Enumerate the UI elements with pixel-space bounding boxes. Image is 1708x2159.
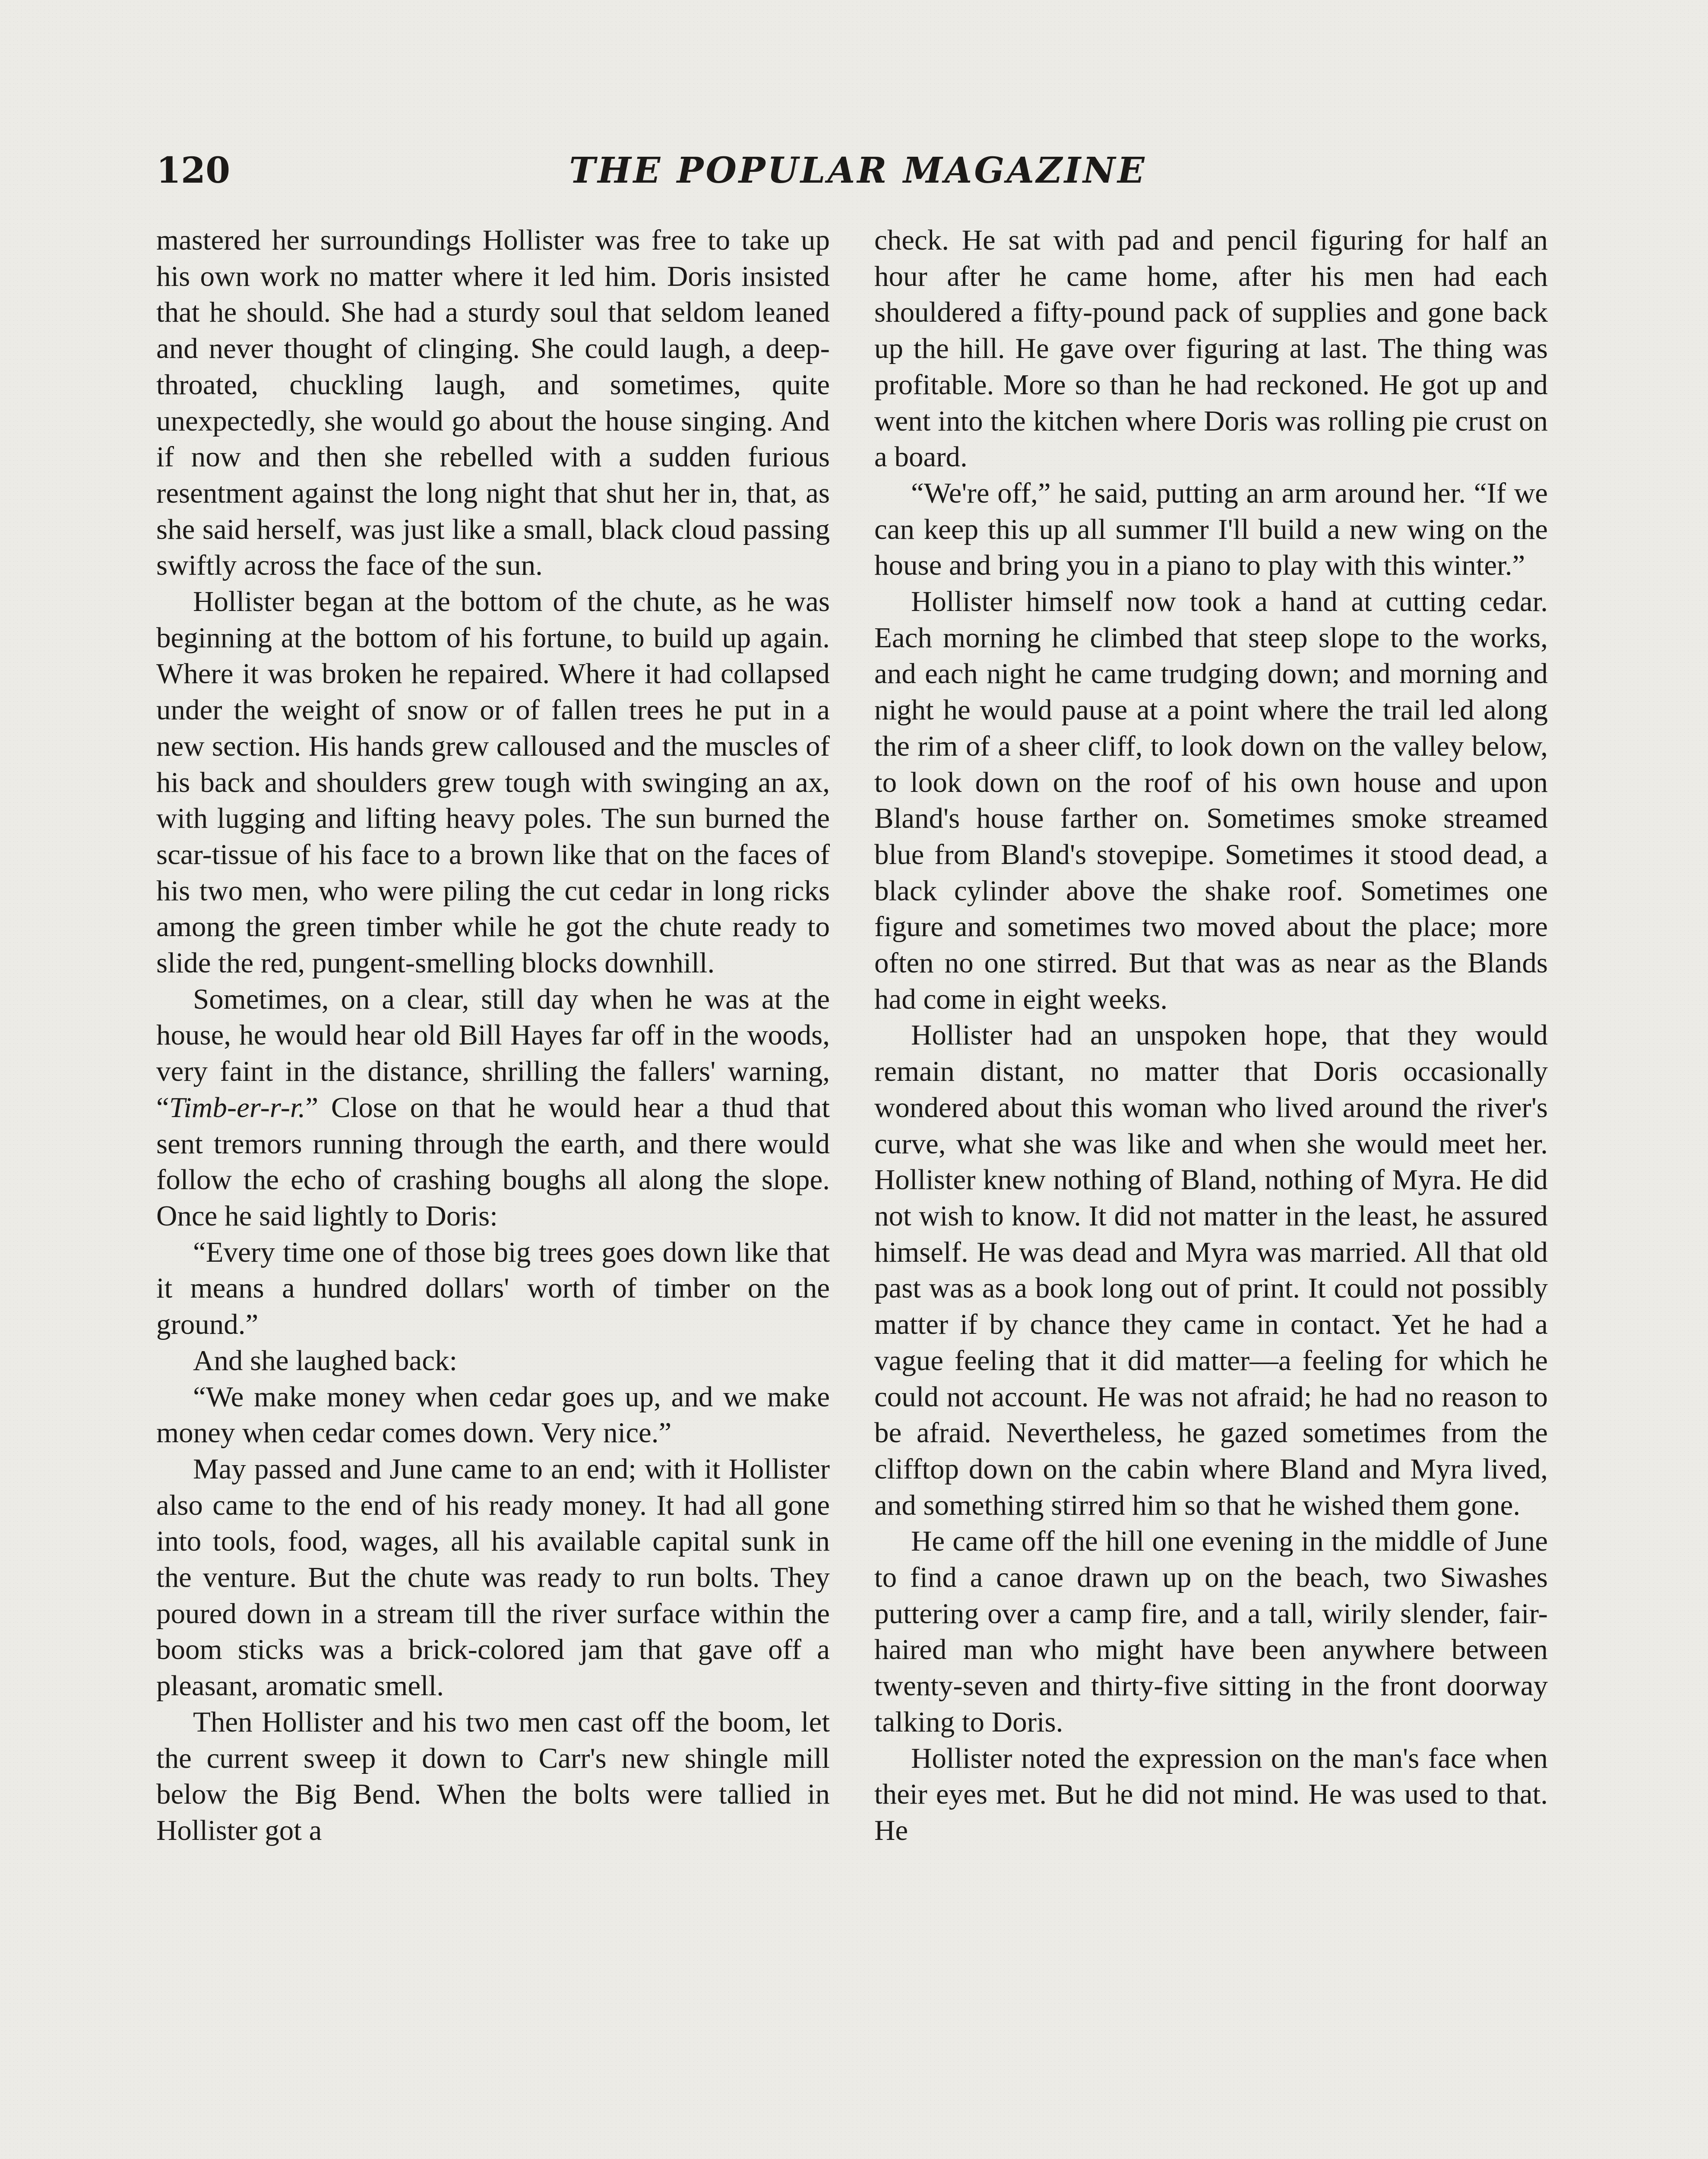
left-column [156, 222, 830, 2159]
left-paragraph-3 [156, 981, 830, 1235]
right-paragraph-3: Hollister himself now took a hand at cutting cedar. Each morning he climbed that steep slope to the works, and each night he came trudging down; and morning and night he would pause at a point where the trail led along the rim of a sheer cliff, to look down on the valley below, to look down on the roof of his own house and upon Bland's house farther on. Sometimes smoke streamed blue from Bland's stovepipe. Sometimes it stood dead, a black cylinder above the shake roof. Sometimes one figure and sometimes two moved about the place; more often no one stirred. But that was as near as the Blands had come in eight weeks. [874, 586, 1548, 1015]
right-column [874, 222, 1548, 2159]
left-paragraph-8: Then Hollister and his two men cast off the boom, let the current sweep it down to Carr's new shingle mill below the Big Bend. When the bolts were tallied in Hollister got a [156, 1706, 830, 1846]
left-paragraph-3-text-a: Sometimes, on a clear, still day when he was at the house, he would hear old Bill Hayes far off in the woods, very faint in the distance, shrilling the fallers' warning, “ [156, 983, 830, 1124]
right-paragraph-4: Hollister had an unspoken hope, that they would remain distant, no matter that Doris occasionally wondered about this woman who lived around the river's curve, what she was like and when she would meet her. Hollister knew nothing of Bland, nothing of Myra. He did not wish to know. It did not matter in the least, he assured himself. He was dead and Myra was married. All that old past was as a book long out of print. It could not possibly matter if by chance they came in contact. Yet he had a vague feeling that it did matter—a feeling for which he could not account. He was not afraid; he had no reason to be afraid. Nevertheless, he gazed sometimes from the clifftop down on the cabin where Bland and Myra lived, and something stirred him so that he wished them gone. [874, 1019, 1548, 1521]
right-paragraph-6: Hollister noted the expression on the man's face when their eyes met. But he did not mind. He was used to that. He [874, 1742, 1548, 1846]
left-paragraph-1: mastered her surroundings Hollister was free to take up his own work no matter where it led him. Doris insisted that he should. She had a sturdy soul that seldom leaned and never thought of clinging. She could laugh, a deep-throated, chuckling laugh, and sometimes, quite unexpectedly, she would go about the house singing. And if now and then she rebelled with a sudden furious resentment against the long night that shut her in, that, as she said herself, was just like a small, black cloud passing swiftly across the face of the sun. [156, 224, 830, 582]
left-paragraph-6: “We make money when cedar goes up, and we make money when cedar comes down. Very nice.” [156, 1380, 830, 1449]
left-paragraph-3-text-b: ” Close on that he would hear a thud that sent tremors running through the earth, and there would follow the echo of crashing boughs all along the slope. Once he said lightly to Doris: [156, 1091, 830, 1232]
timber-call: Timb-er-r-r. [169, 1091, 306, 1124]
page-number: 120 [156, 150, 231, 191]
left-paragraph-4: “Every time one of those big trees goes down like that it means a hundred dollars' worth of timber on the ground.” [156, 1236, 830, 1341]
right-paragraph-5: He came off the hill one evening in the middle of June to find a canoe drawn up on the beach, two Siwashes puttering over a camp fire, and a tall, wirily slender, fair-haired man who might have been anywhere between twenty-seven and thirty-five sitting in the front doorway talking to Doris. [874, 1525, 1548, 1738]
left-paragraph-2: Hollister began at the bottom of the chute, as he was beginning at the bottom of his fortune, to build up again. Where it was broken he repaired. Where it had collapsed under the weight of snow or of fallen trees he put in a new section. His hands grew calloused and the muscles of his back and shoulders grew tough with swinging an ax, with lugging and lifting heavy poles. The sun burned the scar-tissue of his face to a brown like that on the faces of his two men, who were piling the cut cedar in long ricks among the green timber while he got the chute ready to slide the red, pungent-smelling blocks downhill. [156, 586, 830, 979]
right-paragraph-1: check. He sat with pad and pencil figuring for half an hour after he came home, after his men had each shouldered a fifty-pound pack of supplies and gone back up the hill. He gave over figuring at last. The thing was profitable. More so than he had reckoned. He got up and went into the kitchen where Doris was rolling pie crust on a board. [874, 224, 1548, 473]
page-header [156, 142, 1559, 199]
left-paragraph-7: May passed and June came to an end; with it Hollister also came to the end of his ready money. It had all gone into tools, food, wages, all his available capital sunk in the venture. But the chute was ready to run bolts. They poured down in a stream till the river surface within the boom sticks was a brick-colored jam that gave off a pleasant, aromatic smell. [156, 1453, 830, 1702]
right-paragraph-2: “We're off,” he said, putting an arm around her. “If we can keep this up all summer I'll build a new wing on the house and bring you in a piano to play with this winter.” [874, 477, 1548, 582]
magazine-title: THE POPULAR MAGAZINE [569, 150, 1147, 191]
left-paragraph-5: And she laughed back: [193, 1344, 458, 1377]
